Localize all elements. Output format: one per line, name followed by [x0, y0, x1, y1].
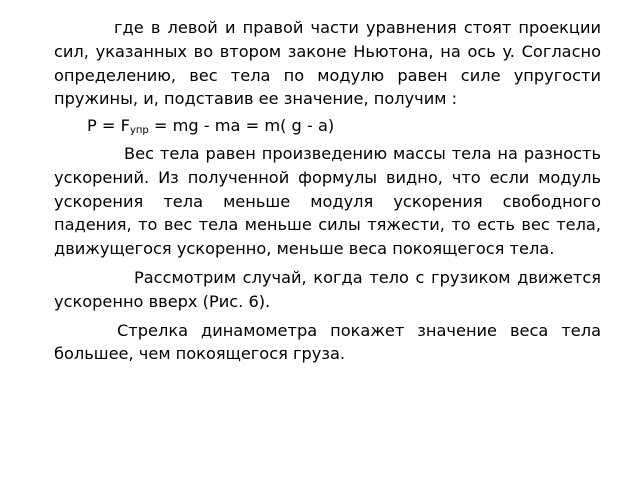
paragraph-upward-case: Рассмотрим случай, когда тело с грузиком движется ускоренно вверх (Рис. 6).: [54, 267, 601, 311]
weight-formula: [54, 114, 601, 138]
paragraph-dynamometer: Стрелка динамометра покажет значение веса тела большее, чем покоящегося груза.: [54, 320, 601, 364]
paragraph-weight-explanation: Вес тела равен произведению массы тела на разность ускорений. Из полученной формулы видно, что если модуль ускорения тела меньше модуля ускорения свободного падения, то вес тела меньше силы тяжести, то есть вес тела, движущегося ускоренно, меньше веса покоящегося тела.: [54, 143, 601, 259]
formula-subscript: упр: [129, 125, 149, 137]
formula-left: P = F: [87, 116, 130, 136]
paragraph-intro: где в левой и правой части уравнения стоят проекции сил, указанных во втором законе Ньютона, на ось y. Согласно определению, вес тела по модулю равен силе упругости пружины, и, подставив ее значение, получим :: [54, 18, 601, 109]
formula-right: = mg - ma = m( g - a): [148, 116, 335, 136]
slide-content: [54, 16, 601, 456]
